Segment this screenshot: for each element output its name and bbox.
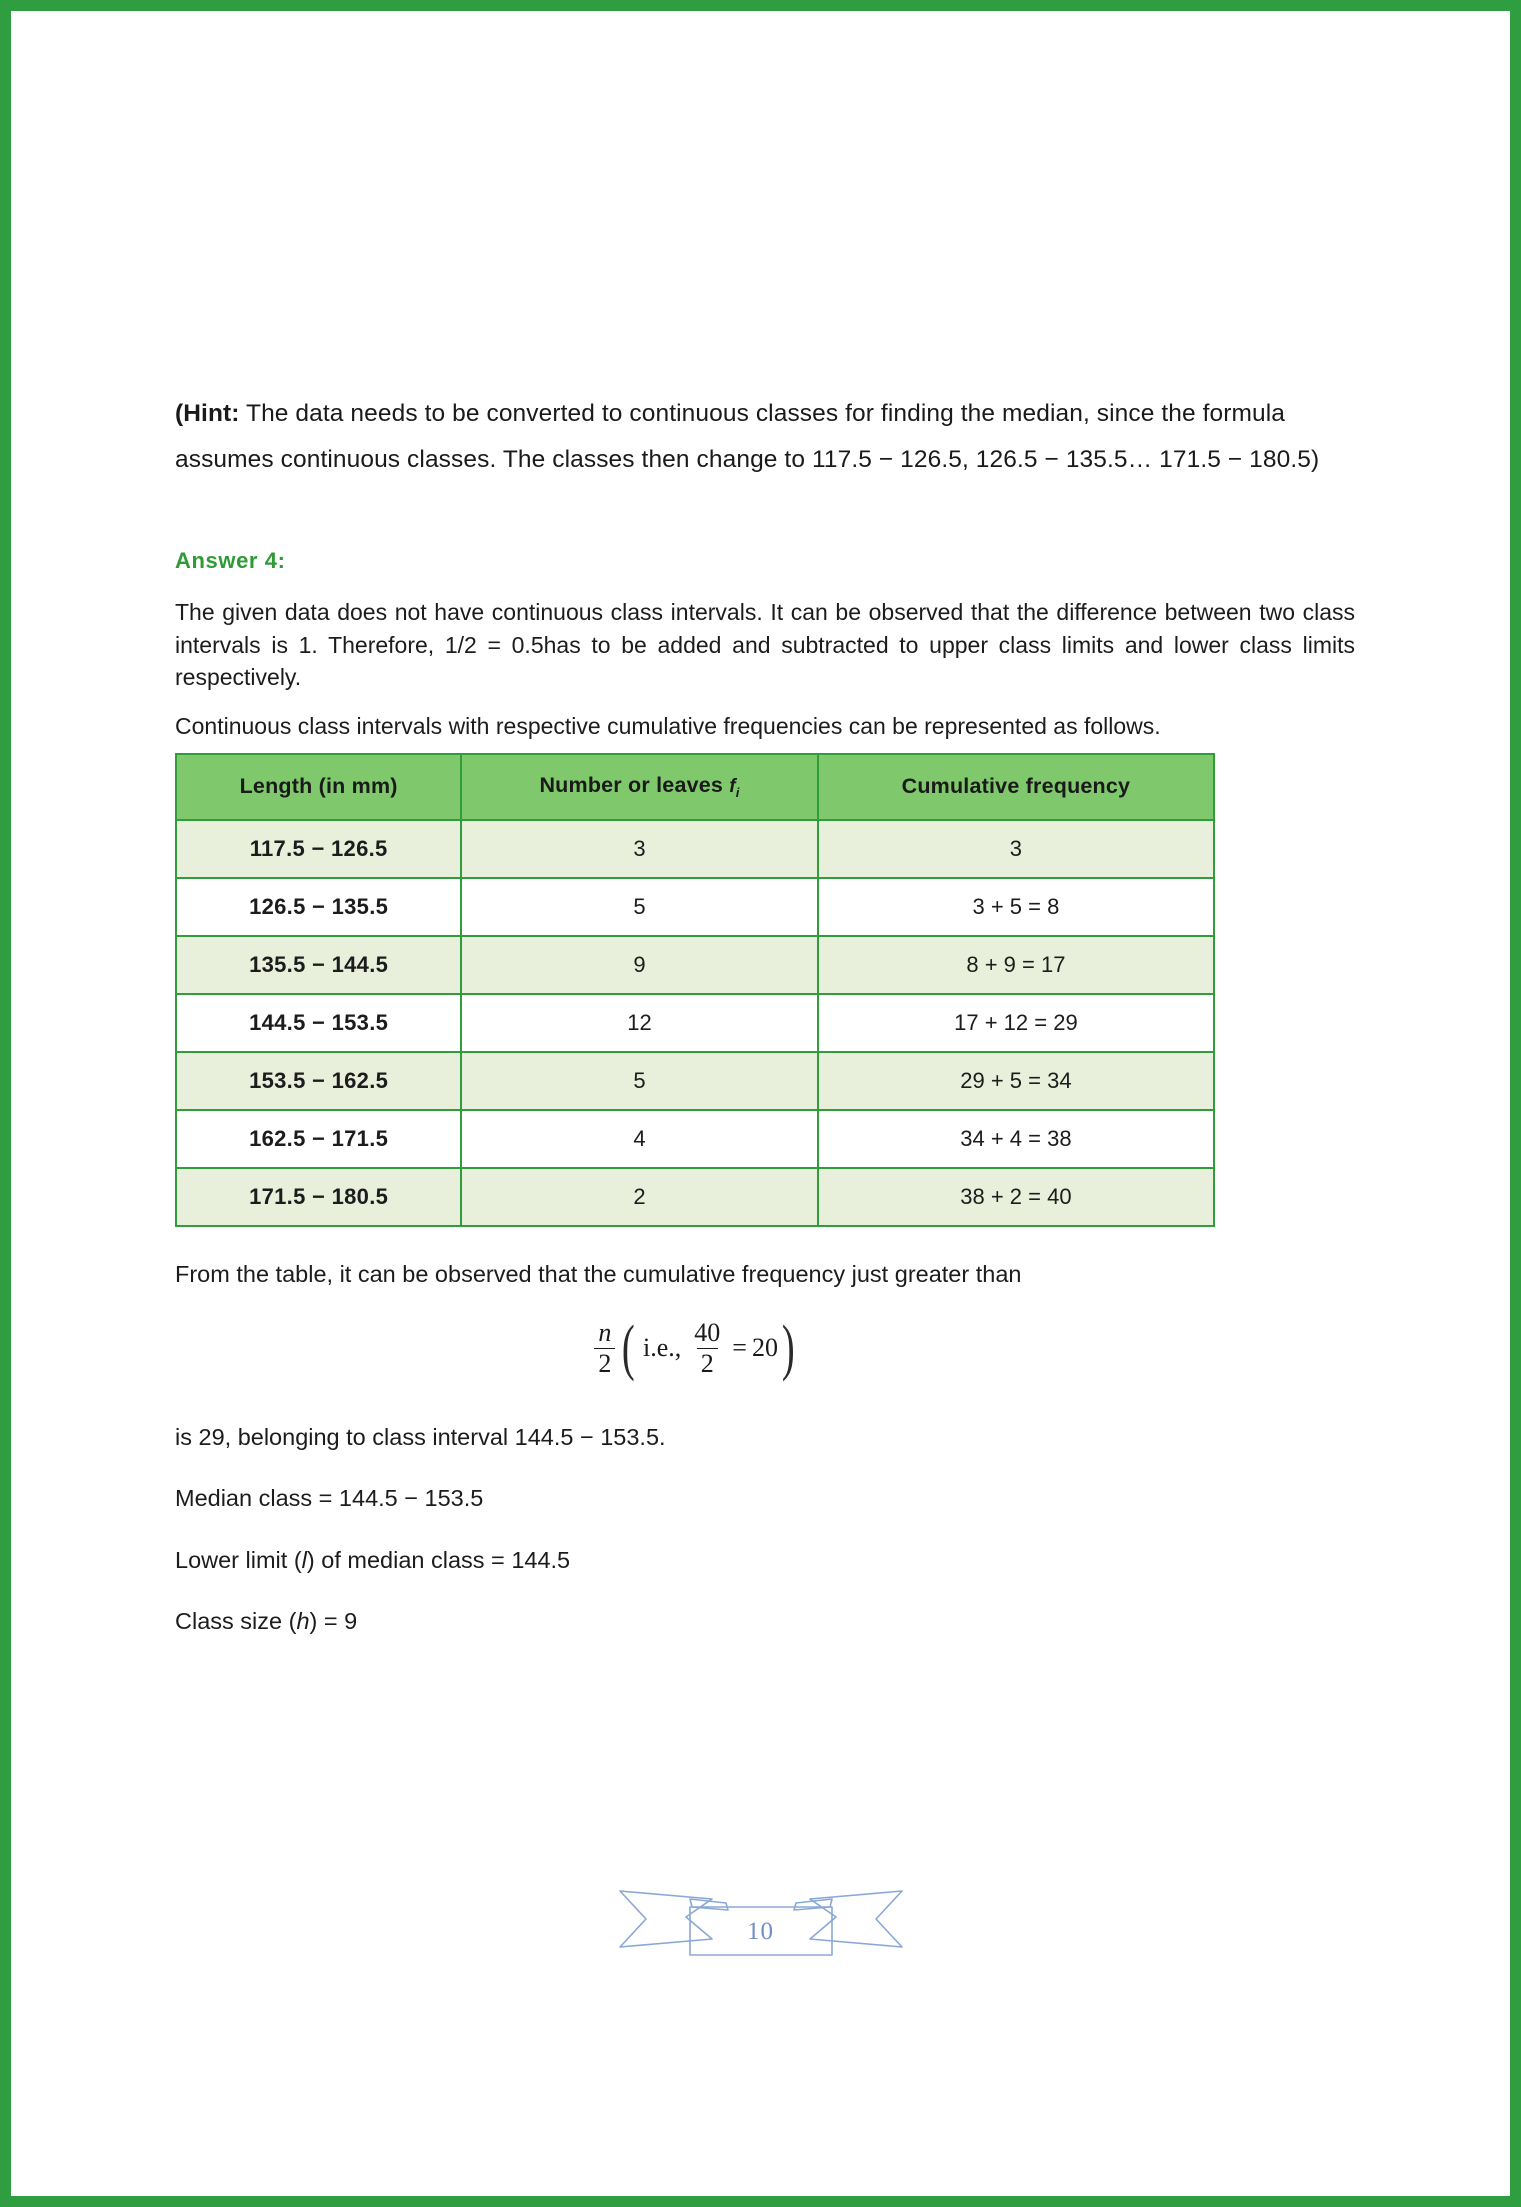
left-paren: ( bbox=[622, 1313, 636, 1382]
lower-limit-post: ) of median class = 144.5 bbox=[306, 1546, 571, 1573]
cell-cumulative: 29 + 5 = 34 bbox=[818, 1052, 1214, 1110]
cell-length: 171.5 − 180.5 bbox=[176, 1168, 461, 1226]
cell-leaves: 5 bbox=[461, 1052, 818, 1110]
conclusion-line-3 bbox=[175, 1543, 1365, 1578]
answer-paragraph-2: Continuous class intervals with respective cumulative frequencies can be represented as follows. bbox=[175, 713, 1161, 740]
conclusion-line-4 bbox=[175, 1604, 1365, 1639]
table-body bbox=[176, 820, 1214, 1226]
fraction-numerator-40: 40 bbox=[694, 1318, 721, 1348]
conclusion-line-1: is 29, belonging to class interval 144.5 − 153.5. bbox=[175, 1424, 666, 1450]
table-row bbox=[176, 1168, 1214, 1226]
table-row bbox=[176, 936, 1214, 994]
table-row bbox=[176, 878, 1214, 936]
cell-leaves: 9 bbox=[461, 936, 818, 994]
page-number-ribbon bbox=[616, 1877, 906, 1959]
cell-length: 126.5 − 135.5 bbox=[176, 878, 461, 936]
fraction-denominator-2b: 2 bbox=[697, 1348, 718, 1377]
formula-result: 20 bbox=[751, 1333, 778, 1362]
table-row bbox=[176, 1052, 1214, 1110]
median-formula bbox=[591, 1313, 798, 1382]
cell-length: 135.5 − 144.5 bbox=[176, 936, 461, 994]
table-row bbox=[176, 1110, 1214, 1168]
cell-leaves: 12 bbox=[461, 994, 818, 1052]
fraction-n-over-2 bbox=[594, 1319, 615, 1377]
lower-limit-pre: Lower limit ( bbox=[175, 1546, 302, 1573]
cell-leaves: 2 bbox=[461, 1168, 818, 1226]
cell-cumulative: 3 bbox=[818, 820, 1214, 878]
table-header-row bbox=[176, 754, 1214, 820]
fi-subscript: i bbox=[735, 785, 740, 801]
answer-heading: Answer 4: bbox=[175, 548, 286, 574]
ie-label: i.e., bbox=[643, 1333, 682, 1362]
header-leaves-text: Number or leaves bbox=[539, 773, 730, 798]
cell-cumulative: 34 + 4 = 38 bbox=[818, 1110, 1214, 1168]
right-paren: ) bbox=[781, 1313, 795, 1382]
lower-limit-symbol: l bbox=[301, 1546, 307, 1573]
table-row bbox=[176, 994, 1214, 1052]
equals-sign: = bbox=[732, 1333, 747, 1362]
cell-cumulative: 17 + 12 = 29 bbox=[818, 994, 1214, 1052]
cell-length: 117.5 − 126.5 bbox=[176, 820, 461, 878]
page-content-area bbox=[11, 11, 1510, 2196]
cell-length: 153.5 − 162.5 bbox=[176, 1052, 461, 1110]
header-leaves bbox=[461, 754, 818, 820]
hint-label: (Hint: bbox=[175, 400, 240, 427]
table-head bbox=[176, 754, 1214, 820]
header-length: Length (in mm) bbox=[176, 754, 461, 820]
frequency-table bbox=[175, 753, 1215, 1227]
hint-text: The data needs to be converted to continuous classes for finding the median, since the formula assumes continuous classes. The classes then change to 117.5 − 126.5, 126.5 − 135.5… 171.5 − 180.5) bbox=[175, 400, 1320, 473]
class-size-post: ) = 9 bbox=[309, 1607, 358, 1634]
fraction-numerator-n: n bbox=[598, 1318, 612, 1348]
fraction-40-over-2 bbox=[690, 1319, 724, 1377]
main-content bbox=[175, 391, 1365, 1639]
class-size-symbol: h bbox=[296, 1607, 310, 1634]
post-table-intro: From the table, it can be observed that the cumulative frequency just greater than bbox=[175, 1260, 1022, 1287]
header-cumulative: Cumulative frequency bbox=[818, 754, 1214, 820]
table-row bbox=[176, 820, 1214, 878]
cell-cumulative: 8 + 9 = 17 bbox=[818, 936, 1214, 994]
answer-paragraph-1: The given data does not have continuous class intervals. It can be observed that the difference between two class intervals is 1. Therefore, 1/2 = 0.5has to be added and subtracted to upper class limits and lower class limits respectively. bbox=[175, 599, 1355, 691]
cell-leaves: 4 bbox=[461, 1110, 818, 1168]
hint-paragraph bbox=[175, 391, 1325, 482]
header-leaves-symbol bbox=[729, 776, 740, 801]
cell-leaves: 3 bbox=[461, 820, 818, 878]
cell-cumulative: 38 + 2 = 40 bbox=[818, 1168, 1214, 1226]
cell-leaves: 5 bbox=[461, 878, 818, 936]
cell-length: 162.5 − 171.5 bbox=[176, 1110, 461, 1168]
cell-cumulative: 3 + 5 = 8 bbox=[818, 878, 1214, 936]
class-size-pre: Class size ( bbox=[175, 1607, 297, 1634]
cell-length: 144.5 − 153.5 bbox=[176, 994, 461, 1052]
fi-symbol: f bbox=[729, 776, 736, 798]
page-number: 10 bbox=[747, 1918, 774, 1945]
conclusion-line-2: Median class = 144.5 − 153.5 bbox=[175, 1485, 484, 1512]
median-formula-block bbox=[175, 1302, 1365, 1394]
fraction-denominator-2: 2 bbox=[594, 1348, 615, 1377]
